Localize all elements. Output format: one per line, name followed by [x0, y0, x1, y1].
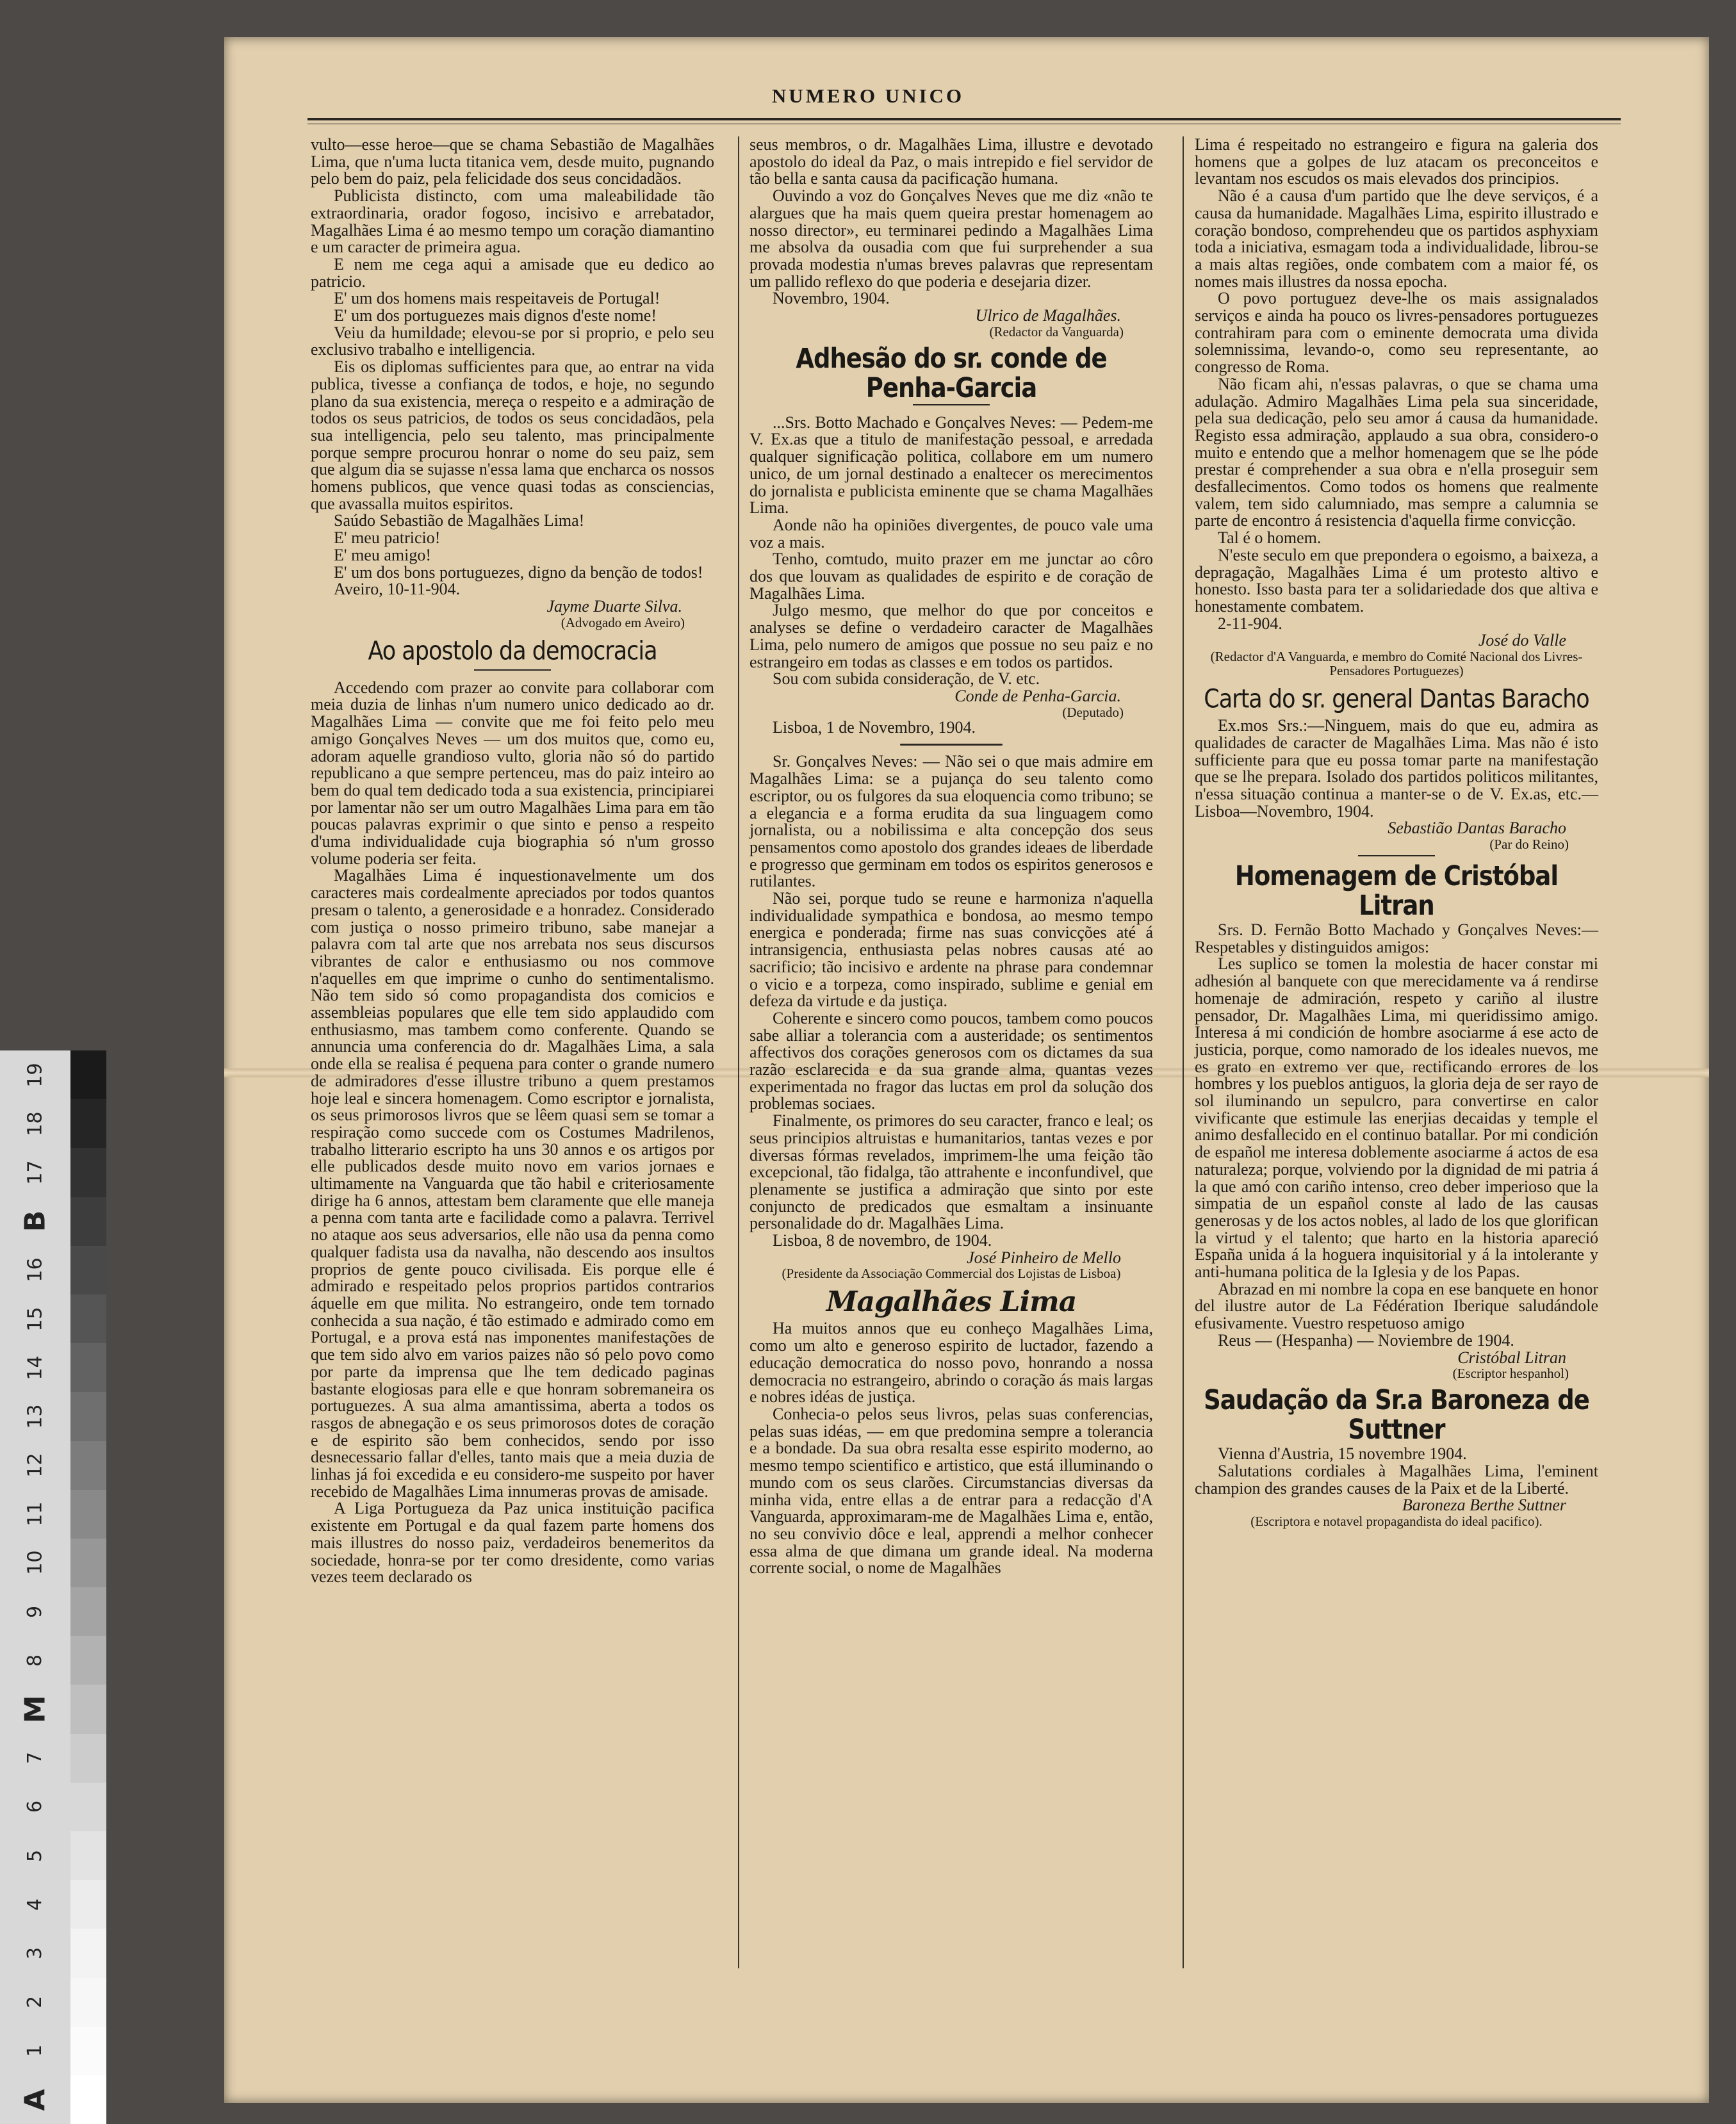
ruler-label-text: 9	[24, 1605, 47, 1618]
ruler-label	[0, 1587, 70, 1636]
heading-rule	[913, 404, 990, 405]
ruler-label	[0, 1734, 70, 1783]
ruler-label-text: A	[19, 2089, 52, 2111]
ruler-label	[0, 1148, 70, 1197]
gray-swatch	[70, 1587, 106, 1636]
gray-swatch	[70, 1295, 106, 1343]
paragraph: Julgo mesmo, que melhor do que por conceitos e analyses se define o verdadeiro caracter de Magalhães Lima, pelo numero de amigos que possue no seu paiz e no estrangeiro em todas as classes e em todos os partidos.	[749, 601, 1153, 671]
paragraph: Aonde não ha opiniões divergentes, de pouco vale uma voz a mais.	[749, 515, 1153, 551]
gray-swatch	[70, 1490, 106, 1539]
paragraph: Srs. D. Fernão Botto Machado y Gonçalves Neves:—Respetables y distinguidos amigos:	[1195, 920, 1598, 956]
ruler-label	[0, 1441, 70, 1490]
ruler-label-text: 14	[24, 1355, 47, 1380]
ruler-label-text: 2	[24, 1996, 47, 2009]
signature: José do Valle	[1478, 631, 1566, 650]
gray-swatch	[70, 1343, 106, 1392]
paragraph: Não é a causa d'um partido que lhe deve serviços, é a causa da humanidade. Magalhães Lima, espirito illustrado e coração bondoso, comprehendeu que os partidos asphyxiam toda a iniciativa, esmagam toda a individualidade, librou-se a mais altas regiões, onde combatem com a maior fé, os nomes mais illustres da nossa epocha.	[1195, 186, 1598, 291]
ruler-label-text: 15	[24, 1306, 47, 1332]
ruler-label	[0, 1392, 70, 1441]
header-rule-thick	[307, 118, 1621, 120]
dateline: Reus — (Hespanha) — Noviembre de 1904.	[1218, 1330, 1514, 1350]
paragraph: Accedendo com prazer ao convite para collaborar com meia duzia de linhas n'um numero unico dedicado ao dr. Magalhães Lima — convite que me foi feito pelo meu amigo Gonçalves Neves — um dos muitos que, como eu, adoram aquelle grandioso vulto, gloria não só do partido republicano a que sempre pertenceu, mas do paiz inteiro ao bem do qual tem dedicado toda a sua existencia, principiarei por lamentar não ser um outro Magalhães Lima para em tão poucas palavras exprimir o que sinto e penso a respeito d'uma individualidade cuja biographia só n'um grosso volume poderia ser feita.	[311, 678, 714, 868]
ruler-labels	[0, 1050, 70, 2124]
gray-swatch	[70, 1099, 106, 1148]
column-3	[1195, 136, 1598, 1528]
paragraph: E' um dos homens mais respeitaveis de Portugal!	[334, 289, 660, 308]
gray-swatch	[70, 2027, 106, 2075]
ruler-label	[0, 1197, 70, 1246]
signature: Baroneza Berthe Suttner	[1402, 1496, 1566, 1515]
signature: Ulrico de Magalhães.	[975, 306, 1121, 325]
signature: José Pinheiro de Mello	[967, 1248, 1121, 1267]
ruler-label-text: 13	[24, 1404, 47, 1429]
ruler-label	[0, 2075, 70, 2124]
ruler-label	[0, 1880, 70, 1929]
ruler-label-text: M	[19, 1695, 52, 1724]
ruler-label-text: 17	[24, 1160, 47, 1185]
paragraph: Coherente e sincero como poucos, tambem como poucos sabe alliar a tolerancia com a austeridade; os sentimentos affectivos dos corações generosos com os dictames da sua razão esclarecida e da sua grande alma, quantas vezes experimentada no fragor das luctas em prol da solução dos problemas sociaes.	[749, 1008, 1153, 1113]
paragraph: Veiu da humildade; elevou-se por si proprio, e pelo seu exclusivo trabalho e intelligencia.	[311, 323, 714, 359]
gray-swatch	[70, 1246, 106, 1295]
ruler-label-text: 6	[24, 1801, 47, 1813]
paragraph: E' um dos portuguezes mais dignos d'este nome!	[334, 306, 657, 325]
dateline: Aveiro, 10-11-904.	[334, 580, 461, 599]
ruler-label-text: 18	[24, 1111, 47, 1136]
ruler-label-text: 4	[24, 1898, 47, 1911]
dateline: Lisboa, 8 de novembro, de 1904.	[773, 1231, 992, 1250]
paragraph: ...Srs. Botto Machado e Gonçalves Neves: — Pedem-me V. Ex.as que a titulo de manifestação pessoal, e arredada qualquer significação politica, collabore em um numero unico, de um jornal destinado a enaltecer os merecimentos do jornalista e publicista eminente que se chama Magalhães Lima.	[749, 413, 1153, 518]
gray-swatch	[70, 1734, 106, 1783]
signature-title: (Presidente da Associação Commercial dos Lojistas de Lisboa)	[782, 1266, 1121, 1282]
section-rule	[1358, 855, 1435, 856]
column-1	[311, 136, 714, 1586]
signature-title: (Deputado)	[1062, 704, 1124, 720]
gray-swatch	[70, 1392, 106, 1441]
signature: Conde de Penha-Garcia.	[954, 686, 1121, 705]
signature-title: (Par do Reino)	[1489, 837, 1569, 853]
article-heading: Magalhães Lima	[826, 1286, 1077, 1319]
gray-swatch	[70, 1880, 106, 1929]
ruler-label-text: 8	[24, 1654, 47, 1667]
ruler-label-text: 1	[24, 2045, 47, 2057]
column-divider	[1183, 136, 1184, 1968]
ruler-label	[0, 1295, 70, 1343]
signature: Cristóbal Litran	[1457, 1348, 1566, 1367]
column-divider	[738, 136, 739, 1968]
gray-swatch	[70, 1197, 106, 1246]
paragraph: Finalmente, os primores do seu caracter, franco e leal; os seus principios altruistas e humanitarios, tantas vezes e por diversas fórmas revelados, imprimem-lhe uma feição tão excepcional, tão fidalga, tão attrahente e inconfundivel, que plenamente se justifica a admiração que sinto por este conjuncto de predicados que esmaltam a insinuante personalidade do dr. Magalhães Lima.	[749, 1111, 1153, 1233]
color-calibration-strip	[0, 1050, 106, 2124]
paragraph: Lima é respeitado no estrangeiro e figura na galeria dos homens que a golpes de luz atacam os preconceitos e levantam nos escudos os mais elevados dos principios.	[1195, 135, 1598, 188]
gray-swatch	[70, 1148, 106, 1197]
paragraph: vulto—esse heroe—que se chama Sebastião de Magalhães Lima, que n'uma lucta titanica vem, desde muito, pugnando pelo bem do paiz, pela felicidade dos seus concidadãos.	[311, 135, 714, 188]
signature: Sebastião Dantas Baracho	[1388, 819, 1566, 838]
paragraph: seus membros, o dr. Magalhães Lima, illustre e devotado apostolo do ideal da Paz, o mais intrepido e fiel servidor de tão bella e santa causa da pacificação humana.	[749, 135, 1153, 188]
article-heading: Ao apostolo da democracia	[368, 636, 657, 666]
gray-swatch	[70, 1441, 106, 1490]
paragraph: E' meu patricio!	[334, 528, 441, 548]
ruler-label	[0, 1685, 70, 1733]
paragraph: Sou com subida consideração, de V. etc.	[773, 669, 1040, 689]
paragraph: Ouvindo a voz do Gonçalves Neves que me diz «não te alargues que ha mais quem queira prestar homenagem ao nosso director», eu terminarei pedindo a Magalhães Lima me absolva da ousadia com que fui surprehender a sua provada modestia n'umas breves palavras que representam um pallido reflexo do que poderia e desejaria dizer.	[749, 186, 1153, 291]
column-2	[749, 136, 1153, 1577]
paragraph: E' meu amigo!	[334, 545, 431, 564]
gray-swatch	[70, 1929, 106, 1977]
ruler-label-text: 19	[24, 1063, 47, 1088]
ruler-label	[0, 2027, 70, 2075]
article-heading: Homenagem de Cristóbal Litran	[1234, 860, 1559, 922]
heading-rule	[474, 669, 551, 671]
masthead-title: NUMERO UNICO	[771, 85, 965, 107]
paragraph: Não ficam ahi, n'essas palavras, o que se chama uma adulação. Admiro Magalhães Lima pela sua sinceridade, pela sua dedicação, pelo seu amor á causa da humanidade. Registo essa admiração, applaudo a sua obra, considero-o muito e entendo que a melhor homenagem que se lhe póde prestar é comprehender a sua obra e n'ella proseguir sem desfallecimentos. Como todos os homens que realmente valem, tem sido calumniado, mas sempre a calumnia se parte de encontro á resistencia d'aquella firme convicção.	[1195, 374, 1598, 530]
paragraph: Eis os diplomas sufficientes para que, ao entrar na vida publica, tivesse a confiança de todos, e hoje, no segundo plano da sua existencia, mereça o respeito e a admiração de todos os seus patricios, de todos os seus concidadãos, pela sua intelligencia, pelo seu talento, mas principalmente porque sempre procurou honrar o nome do seu paiz, sem que algum dia se sujasse n'essa lama que encharca os nossos homens publicos, que vence quasi todas as consciencias, que avassalla muitos espiritos.	[311, 357, 714, 513]
paragraph: Saúdo Sebastião de Magalhães Lima!	[334, 511, 585, 530]
ruler-label	[0, 1929, 70, 1977]
signature-title: (Advogado em Aveiro)	[561, 614, 685, 630]
ruler-label-text: 10	[24, 1550, 47, 1576]
ruler-label-text: 12	[24, 1453, 47, 1478]
ruler-label	[0, 1636, 70, 1685]
paragraph: E nem me cega aqui a amisade que eu dedico ao patricio.	[311, 254, 714, 291]
article-heading: Saudação da Sr.a Baroneza de Suttner	[1204, 1384, 1589, 1446]
gray-swatch	[70, 1050, 106, 1099]
paragraph: Ex.mos Srs.:—Ninguem, mais do que eu, admira as qualidades de caracter de Magalhães Lima. Mas não é isto sufficiente para que eu possa tomar parte na manifestação que se lhe prepara. Isolado dos partidos politicos militantes, n'essa situação continua a manter-se o de V. Ex.as, etc.—Lisboa—Novembro, 1904.	[1195, 716, 1598, 821]
article-heading: Adhesão do sr. conde de Penha-Garcia	[796, 342, 1107, 404]
gray-swatch	[70, 1685, 106, 1733]
signature-title: (Redactor da Vanguarda)	[989, 323, 1124, 339]
dateline: 2-11-904.	[1218, 614, 1282, 633]
gray-swatch	[70, 2075, 106, 2124]
paragraph: Não sei, porque tudo se reune e harmoniza n'aquella individualidade sympathica e bondosa, ao mesmo tempo energica e ponderada; firme nas suas convicções até á intransigencia, enthusiasta pelas nobres causas até ao sacrificio; tão incisivo e ardente na phrase para condemnar o vicio e a torpeza, como inspirado, sublime e genial em defeza da virtude e da justiça.	[749, 889, 1153, 1011]
paragraph: Tenho, comtudo, muito prazer em me junctar ao côro dos que louvam as qualidades de espirito e de coração de Magalhães Lima.	[749, 550, 1153, 603]
paragraph: Sr. Gonçalves Neves: — Não sei o que mais admire em Magalhães Lima: se a pujança do seu talento como escriptor, ou os fulgores da sua eloquencia como tribuno; se a elegancia e a forma erudita da sua linguagem como jornalista, ou a nobilissima e alta concepção dos seus pensamentos como apostolo dos grandes ideaes de liberdade e progresso que germinam em todos os espiritos generosos e rutilantes.	[749, 752, 1153, 891]
article-heading: Carta do sr. general Dantas Baracho	[1204, 685, 1589, 715]
ruler-label	[0, 1343, 70, 1392]
dateline: Lisboa, 1 de Novembro, 1904.	[773, 717, 976, 737]
gray-swatch	[70, 1539, 106, 1587]
ruler-label	[0, 1246, 70, 1295]
paragraph: Magalhães Lima é inquestionavelmente um dos caracteres mais cordealmente apreciados por todos quantos presam o talento, a generosidade e a honradez. Considerado com justiça o nosso primeiro tribuno, sabe manejar a palavra com tal arte que nos arrebata nos seus discursos vibrantes de calor e enthusiasmo ou nos commove n'aquelles em que imprime o cunho do sentimentalismo. Não tem sido só como propagandista dos comicios e assembleias populares que elle tem sido applaudido com enthusiasmo, mas tambem como conferente. Quando se annuncia uma conferencia do dr. Magalhães Lima, a sala onde ella se realisa é pequena para conter o grande numero de admiradores d'esse illustre tribuno a quem prestamos hoje leal e sincera homenagem. Como escriptor e jornalista, os seus primorosos livros que se lêem quasi sem se tomar a respiração como succede com os Costumes Madrilenos, trabalho litterario escripto ha uns 30 annos e os artigos por elle publicados desde muito novo em varios jornaes e ultimamente na Vanguarda que tão habil e criteriosamente dirige ha 6 annos, attestam bem claramente que elle maneja a penna com tanta arte e facilidade como a palavra. Terrivel no ataque aos seus adversarios, elle não usa da penna como qualquer fadista usa da navalha, não descendo aos insultos proprios de gente pouco civilisada. Eis porque elle é admirado e respeitado pelos proprios partidos contrarios áquelle em que milita. No estrangeiro, onde tem tornado conhecida a sua nação, é tão estimado e admirado como em Portugal, e a prova está nas imponentes manifestações de que tem sido alvo em varios paizes não só pelo povo como por parte da imprensa que lhe tem dedicado paginas bastante elogiosas para elle e que honram sobremaneira os portuguezes. A sua alma amantissima, aberta a todos os rasgos de abnegação e os seus primorosos dotes de coração e de espirito são bem conhecidos, sendo por isso desnecessario fallar d'elles, tanto mais que a meia duzia de linhas já foi excedida e eu considero-me suspeito por haver recebido de Magalhães Lima innumeras provas de amisade.	[311, 866, 714, 1501]
paragraph: Ha muitos annos que eu conheço Magalhães Lima, como um alto e generoso espirito de luctador, fazendo a educação democratica do nosso povo, honrando a nossa democracia no estrangeiro, abrindo o coração ás mais largas e nobres idéas de justiça.	[749, 1319, 1153, 1407]
grayscale-swatches	[70, 1050, 106, 2124]
gray-swatch	[70, 1783, 106, 1831]
paragraph: E' um dos bons portuguezes, digno da benção de todos!	[334, 562, 703, 582]
signature-title: (Escriptor hespanhol)	[1452, 1366, 1569, 1382]
dateline: Novembro, 1904.	[773, 289, 890, 308]
ruler-label	[0, 1539, 70, 1587]
ruler-label-text: 11	[24, 1501, 47, 1526]
ruler-label	[0, 1978, 70, 2027]
signature: Jayme Duarte Silva.	[546, 596, 682, 616]
ruler-label	[0, 1099, 70, 1148]
ruler-label	[0, 1050, 70, 1099]
ruler-label-text: 7	[24, 1752, 47, 1765]
signature-title: (Redactor d'A Vanguarda, e membro do Comité Nacional dos Livres-Pensadores Portuguezes)	[1210, 649, 1583, 679]
ornament-rule	[900, 744, 1003, 746]
paragraph: Conhecia-o pelos seus livros, pelas suas conferencias, pelas suas idéas, — em que predomina sempre a tolerancia e a bondade. Da sua obra resalta esse espirito moderno, ao mesmo tempo scientifico e artistico, que está illuminando o mundo com os seus clarões. Circumstancias diversas da minha vida, entre ellas a de entrar para a redacção d'A Vanguarda, approximaram-me de Magalhães Lima e, então, no seu convivio dôce e leal, apprendi a melhor conhecer essa alma de que dimana um grande ideal. Na moderna corrente social, o nome de Magalhães	[749, 1405, 1153, 1578]
gray-swatch	[70, 1831, 106, 1880]
ruler-label-text: 5	[24, 1849, 47, 1862]
ruler-label	[0, 1490, 70, 1539]
gray-swatch	[70, 1636, 106, 1685]
gray-swatch	[70, 1978, 106, 2027]
paragraph: Abrazad en mi nombre la copa en ese banquete en honor del ilustre autor de La Fédération Iberique saludándole efusivamente. Vuestro respetuoso amigo	[1195, 1279, 1598, 1333]
dateline: Vienna d'Austria, 15 novembre 1904.	[1218, 1444, 1467, 1464]
ruler-label	[0, 1783, 70, 1831]
ruler-label-text: 3	[24, 1947, 47, 1960]
paragraph: Tal é o homem.	[1218, 528, 1322, 548]
ruler-label-text: B	[19, 1210, 52, 1232]
paragraph: Publicista distincto, com uma maleabilidade tão extraordinaria, orador fogoso, incisivo e arrebatador, Magalhães Lima é ao mesmo tempo um coração diamantino e um caracter de primeira agua.	[311, 186, 714, 257]
signature-title: (Escriptora e notavel propagandista do ideal pacifico).	[1250, 1514, 1543, 1530]
ruler-label-text: 16	[24, 1257, 47, 1282]
paragraph: Les suplico se tomen la molestia de hacer constar mi adhesión al banquete con que merecidamente va á rendirse homenaje de admiración, respeto y cariño al ilustre pensador, Dr. Magalhães Lima, mi queridissimo amigo. Interesa á mi condición de hombre asociarme á ese acto de justicia, porque, como namorado de los ideales nuevos, me es grato en extremo ver que, rectificando errores de los hombres y los pueblos antiguos, la gloria deja de ser rayo de sol iluminando un sepulcro, para convertirse en calor vivificante que estimule las enerjias decaidas y temple el animo desfallecido en el continuo batallar. Por mi condición de español me interesa doblemente asociarme á actos de esa naturaleza; porque, volviendo por la dignidad de mi patria á la que amó con cariño intenso, creo deber imperioso que la simpatia de un español conste al lado de las causas generosas y de los actos nobles, al lado de los que glorifican la virtud y el talento; que harto en la historia apareció España unida á la hoguera inquisitorial y á la intolerante y anti-humana politica de la Iglesia y de los Papas.	[1195, 954, 1598, 1282]
ruler-label	[0, 1831, 70, 1880]
paragraph: Salutations cordiales à Magalhães Lima, l'eminent champion des grandes causes de la Paix et de la Liberté.	[1195, 1462, 1598, 1498]
paragraph: N'este seculo em que prepondera o egoismo, a baixeza, a depragação, Magalhães Lima é um protesto altivo e honesto. Isso basta para ter a solidariedade dos que altiva e honestamente combatem.	[1195, 545, 1598, 616]
paragraph: O povo portuguez deve-lhe os mais assignalados serviços e ainda ha pouco os livres-pensadores portuguezes contrahiram para com o eminente democrata uma divida solemnissima, levando-o, como seu representante, ao congresso de Roma.	[1195, 289, 1598, 377]
paragraph: A Liga Portugueza da Paz unica instituição pacifica existente em Portugal e da qual fazem parte homens dos mais illustres do nosso paiz, verdadeiros benemeritos da sociedade, honra-se por ter como dresidente, como varias vezes teem declarado os	[311, 1499, 714, 1587]
